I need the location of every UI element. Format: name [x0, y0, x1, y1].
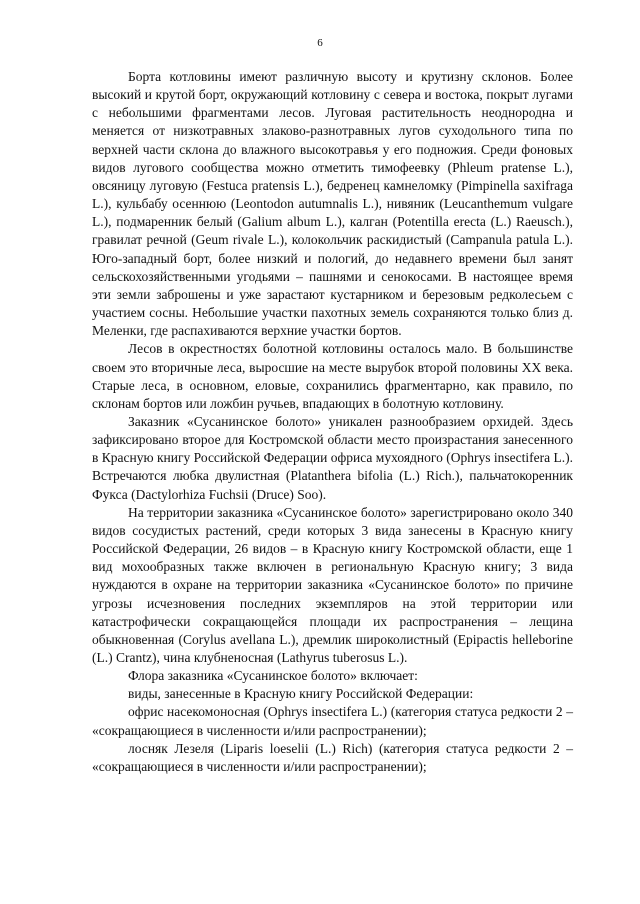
- paragraph-flora-intro: Флора заказника «Сусанинское болото» включает:: [128, 668, 418, 684]
- paragraph-slopes: Борта котловины имеют различную высоту и крутизну склонов. Более высокий и крутой борт, окружающий котловину с севера и востока, покрыт лугами с небольшими фрагментами лесов. Луговая растительность неоднородна и меняется от низкотравных злаково-разнотравных лугов суходольного типа по верхней части склона до влажного высокотравья у его подножия. Среди фоновых видов лугового сообщества можно отметить тимофеевку (Phleum pratense L.), овсяницу луговую (Festuca pratensis L.), бедренец камнеломку (Pimpinella saxifraga L.), кульбабу осеннюю (Leontodon autumnalis L.), нивяник (Leucanthemum vulgare L.), подмаренник белый (Galium album L.), калган (Potentilla erecta (L.) Raeusch.), гравилат речной (Geum rivale L.), колокольчик раскидистый (Campanula patula L.). Юго-западный борт, более низкий и пологий, до недавнего времени был занят сельскохозяйственными угодьями – пашнями и сенокосами. В настоящее время эти земли заброшены и уже зарастают кустарником и березовым редколесьем с участием сосны. Небольшие участки пахотных земель сохраняются только близ д. Меленки, где распахиваются верхние участки бортов.: [92, 69, 573, 339]
- paragraph-forests: Лесов в окрестностях болотной котловины осталось мало. В большинстве своем это вторичные леса, выросшие на месте вырубок второй половины XX века. Старые леса, в основном, еловые, сохранились фрагментарно, как правило, по склонам бортов или ложбин ручьев, впадающих в болотную котловину.: [92, 341, 573, 411]
- paragraph-red-book-heading: виды, занесенные в Красную книгу Российской Федерации:: [128, 686, 474, 702]
- list-item-ophrys: офрис насекомоносная (Ophrys insectifera L.) (категория статуса редкости 2 – «сокращающиеся в численности и/или распространении);: [92, 704, 573, 738]
- page-number: 6: [317, 37, 323, 49]
- paragraph-orchids: Заказник «Сусанинское болото» уникален разнообразием орхидей. Здесь зафиксировано второе для Костромской области место произрастания занесенного в Красную книгу Российской Федерации офриса мухоядного (Ophrys insectifera L.). Встречаются любка двулистная (Platanthera bifolia (L.) Rich.), пальчатокоренник Фукса (Dactylorhiza Fuchsii (Druce) Soo).: [92, 413, 573, 502]
- list-item-liparis: лосняк Лезеля (Liparis loeselii (L.) Rich) (категория статуса редкости 2 – «сокращающиеся в численности и/или распространении);: [92, 740, 573, 774]
- document-body: [92, 68, 573, 776]
- paragraph-species-count: На территории заказника «Сусанинское болото» зарегистрировано около 340 видов сосудистых растений, среди которых 3 вида занесены в Красную книгу Российской Федерации, 26 видов – в Красную книгу Костромской области, еще 1 вид мохообразных также включен в региональную Красную книгу; 3 вида нуждаются в охране на территории заказника «Сусанинское болото» по причине угрозы исчезновения последних экземпляров на этой территории или катастрофически сокращающейся площади их распространения – лещина обыкновенная (Corylus avellana L.), дремлик широколистный (Epipactis helleborine (L.) Crantz), чина клубненосная (Lathyrus tuberosus L.).: [92, 504, 573, 665]
